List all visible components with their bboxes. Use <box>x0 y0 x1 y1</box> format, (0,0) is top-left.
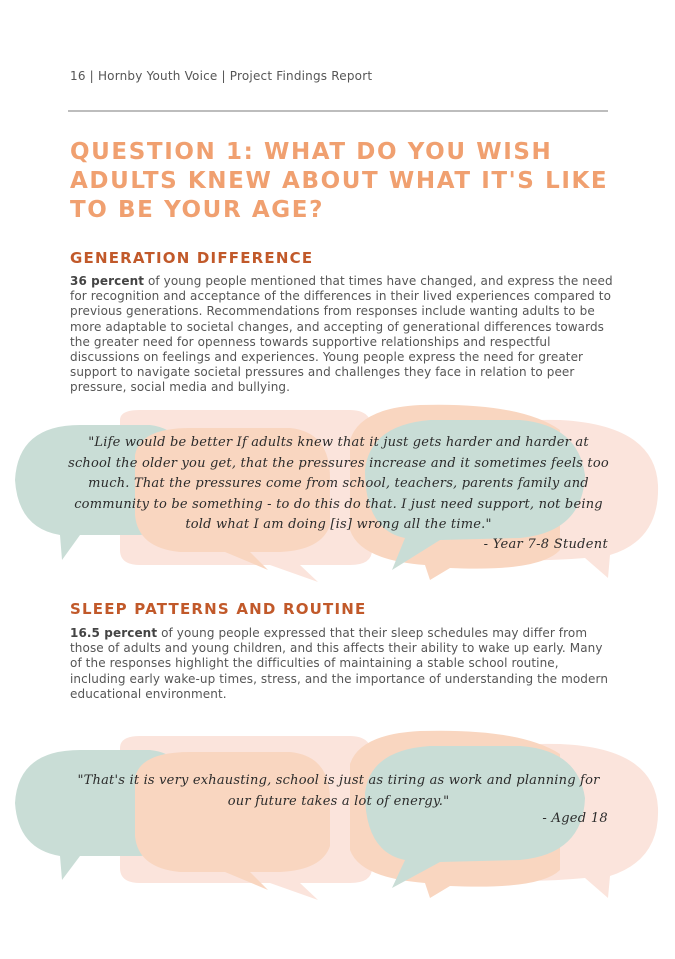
header-divider <box>68 110 608 112</box>
quote-attribution-generation: - Year 7-8 Student <box>483 537 608 552</box>
section-body-sleep-patterns <box>70 626 615 702</box>
section-body-text: of young people expressed that their sleep schedules may differ from those of adults and young children, and this affects their ability to wake up early. Many of the responses highlight the difficulties of maintaining a stable school routine, including early wake-up times, stress, and the importance of understanding the modern educational environment. <box>70 626 609 701</box>
stat-highlight: 36 percent <box>70 274 145 288</box>
quote-generation-difference: "Life would be better If adults knew that it just gets harder and harder at school the older you get, that the pressures increase and it sometimes feels too much. That the pressures come from school, teachers, parents family and community to be something - to do this do that. I just need support, not being told what I am doing [is] wrong all the time." <box>68 435 609 532</box>
section-body-text: of young people mentioned that times have changed, and express the need for recognition and acceptance of the differences in their lived experiences compared to previous generations. Recommendations from responses include wanting adults to be more adaptable to societal changes, and accepting of generational differences towards the greater need for openness towards supportive relationships and respectful discussions on feelings and experiences. Young people express the need for greater support to navigate societal pressures and challenges they face in relation to peer pressure, social media and bullying. <box>70 274 613 395</box>
page-title: QUESTION 1: WHAT DO YOU WISH ADULTS KNEW ABOUT WHAT IT'S LIKE TO BE YOUR AGE? <box>70 139 609 223</box>
quote-attribution-sleep: - Aged 18 <box>542 811 608 826</box>
section-heading-generation-difference: GENERATION DIFFERENCE <box>70 249 314 267</box>
section-heading-sleep-patterns: SLEEP PATTERNS AND ROUTINE <box>70 600 367 618</box>
section-body-generation-difference <box>70 274 615 396</box>
page-header: 16 | Hornby Youth Voice | Project Findings Report <box>70 69 373 83</box>
quote-sleep-patterns: "That's it is very exhausting, school is just as tiring as work and planning for our future takes a lot of energy." <box>77 773 600 809</box>
stat-highlight: 16.5 percent <box>70 626 158 640</box>
